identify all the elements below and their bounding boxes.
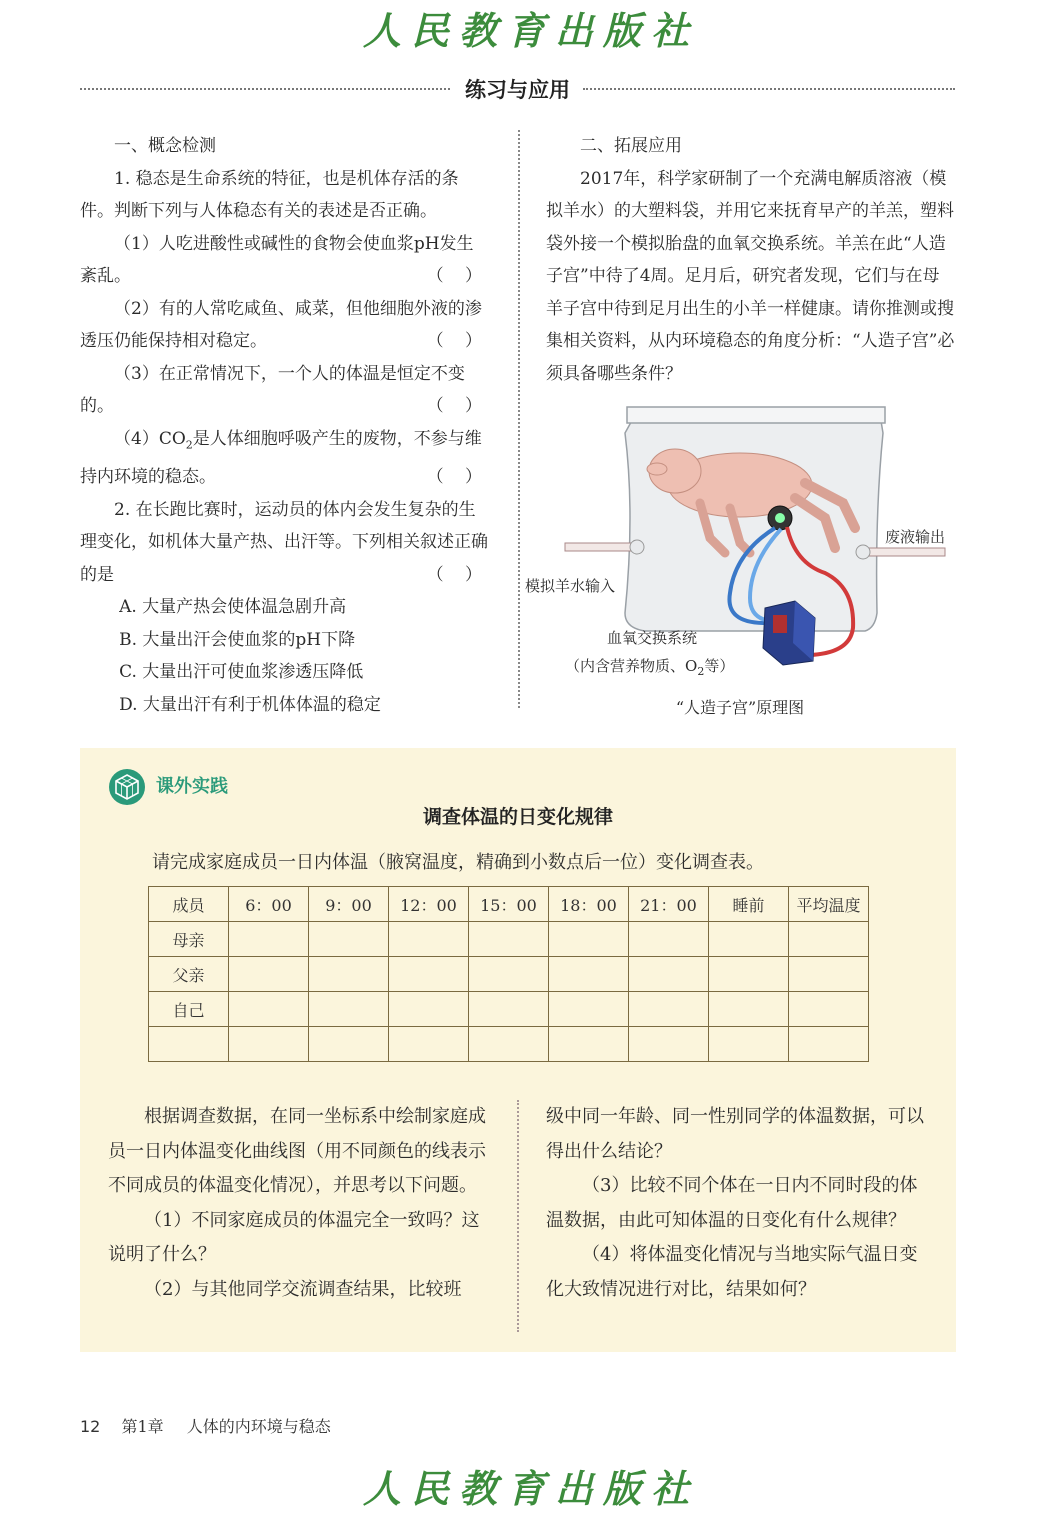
table-row	[149, 922, 869, 957]
figure-caption: “人造子宫”原理图	[675, 698, 805, 717]
table-row	[149, 957, 869, 992]
practice-intro: 请完成家庭成员一日内体温（腋窝温度，精确到小数点后一位）变化调查表。	[152, 852, 764, 873]
answer-bracket: （ ）	[426, 396, 490, 416]
table-header-cell: 15：00	[469, 887, 549, 922]
table-row	[149, 992, 869, 1027]
table-row	[149, 1027, 869, 1062]
practice-paragraph: 级中同一年龄、同一性别同学的体温数据，可以得出什么结论？	[546, 1106, 924, 1162]
page-number: 12	[80, 1417, 101, 1436]
q1-item: （3）在正常情况下，一个人的体温是恒定不变的。 （ ）	[80, 358, 490, 423]
q2-option: B. 大量出汗会使血浆的pH下降	[119, 629, 356, 650]
member-cell: 母亲	[149, 922, 229, 957]
output-port	[856, 545, 870, 559]
extension-paragraph: 2017年，科学家研制了一个充满电解质溶液（模拟羊水）的大塑料袋，并用它来抚育早产的羊羔，塑料袋外接一个模拟胎盘的血氧交换系统。羊羔在此“人造子宫”中待了4周。足月后，研究者发现，它们与在母羊子宫中待到足月出生的小羊一样健康。请你推测或搜集相关资料，从内环境稳态的角度分析：“人造子宫”必须具备哪些条件？	[546, 168, 955, 384]
input-port	[630, 540, 644, 554]
chapter-number: 第1章	[121, 1417, 164, 1436]
input-tube	[565, 543, 635, 551]
publisher-logo-bottom: 人民教育出版社	[362, 1466, 699, 1511]
table-header-cell: 6：00	[229, 887, 309, 922]
column-divider	[518, 130, 520, 708]
output-tube	[865, 548, 945, 556]
header-wave-right	[583, 88, 955, 92]
section-title: 练习与应用	[465, 78, 570, 102]
q1-stem: 1. 稳态是生命系统的特征，也是机体存活的条件。判断下列与人体稳态有关的表述是否正确。	[80, 168, 459, 221]
extension-column	[546, 130, 956, 390]
practice-question: （1）不同家庭成员的体温完全一致吗？这说明了什么？	[108, 1209, 480, 1265]
member-cell	[149, 1027, 229, 1062]
practice-divider	[517, 1100, 519, 1332]
answer-bracket: （ ）	[426, 564, 490, 585]
practice-label: 课外实践	[156, 776, 228, 797]
bag-seal	[627, 407, 885, 423]
publisher-logo-top: 人民教育出版社	[362, 8, 699, 53]
table-header-cell: 成员	[149, 887, 229, 922]
q1-item: $(4)CO_2$是人体细胞呼吸产生的废物，不参与维持内环境的稳态。 （ ）	[80, 423, 490, 494]
answer-bracket: （ ）	[426, 266, 490, 286]
artificial-womb-figure	[525, 403, 955, 728]
artificial-womb-illustration	[525, 403, 955, 693]
practice-question: （2）与其他同学交流调查结果，比较班	[144, 1278, 462, 1300]
practice-question: （4）将体温变化情况与当地实际气温日变化大致情况进行对比，结果如何？	[546, 1244, 918, 1300]
temperature-survey-table	[148, 886, 869, 1062]
member-cell: 父亲	[149, 957, 229, 992]
page-footer	[80, 1414, 331, 1437]
q1-item: （1）人吃进酸性或碱性的食物会使血浆pH发生紊乱。 （ ）	[80, 228, 490, 293]
practice-right-text	[546, 1100, 930, 1307]
extension-heading: 二、拓展应用	[580, 136, 682, 156]
label-exchange-note: （内含营养物质、$O_2$等）	[565, 657, 735, 678]
practice-question: （3）比较不同个体在一日内不同时段的体温数据，由此可知体温的日变化有什么规律？	[546, 1175, 918, 1231]
practice-title: 调查体温的日变化规律	[422, 806, 613, 828]
concept-check-column	[80, 130, 490, 721]
practice-left-text	[108, 1100, 488, 1307]
section-header	[80, 74, 955, 106]
answer-bracket: （ ）	[426, 467, 490, 488]
chapter-title: 人体的内环境与稳态	[186, 1417, 331, 1436]
table-header-cell: 21：00	[629, 887, 709, 922]
q1-item: （2）有的人常吃咸鱼、咸菜，但他细胞外液的渗透压仍能保持相对稳定。 （ ）	[80, 293, 490, 358]
table-header-cell: 平均温度	[789, 887, 869, 922]
label-exchange-system: 血氧交换系统	[607, 629, 698, 647]
table-header-cell: 18：00	[549, 887, 629, 922]
concept-check-heading: 一、概念检测	[114, 136, 216, 156]
q2-option: D. 大量出汗有利于机体体温的稳定	[119, 694, 381, 715]
cube-icon	[108, 768, 146, 806]
q2-stem: 2. 在长跑比赛时，运动员的体内会发生复杂的生理变化，如机体大量产热、出汗等。下列相关叙述正确的是 （ ）	[80, 494, 490, 592]
member-cell: 自己	[149, 992, 229, 1027]
label-waste-output: 废液输出	[885, 528, 946, 546]
table-header-cell: 12：00	[389, 887, 469, 922]
practice-box	[80, 748, 956, 1352]
table-header-row	[149, 887, 869, 922]
connector-core	[775, 513, 785, 523]
plastic-bag-shape	[625, 415, 883, 631]
table-header-cell: 9：00	[309, 887, 389, 922]
answer-bracket: （ ）	[426, 331, 490, 351]
q2-option: A. 大量产热会使体温急剧升高	[119, 597, 347, 618]
table-header-cell: 睡前	[709, 887, 789, 922]
q2-option: C. 大量出汗可使血浆渗透压降低	[119, 662, 364, 683]
label-fluid-input: 模拟羊水输入	[525, 577, 616, 595]
practice-paragraph: 根据调查数据，在同一坐标系中绘制家庭成员一日内体温变化曲线图（用不同颜色的线表示不同成员的体温变化情况），并思考以下问题。	[108, 1106, 486, 1196]
